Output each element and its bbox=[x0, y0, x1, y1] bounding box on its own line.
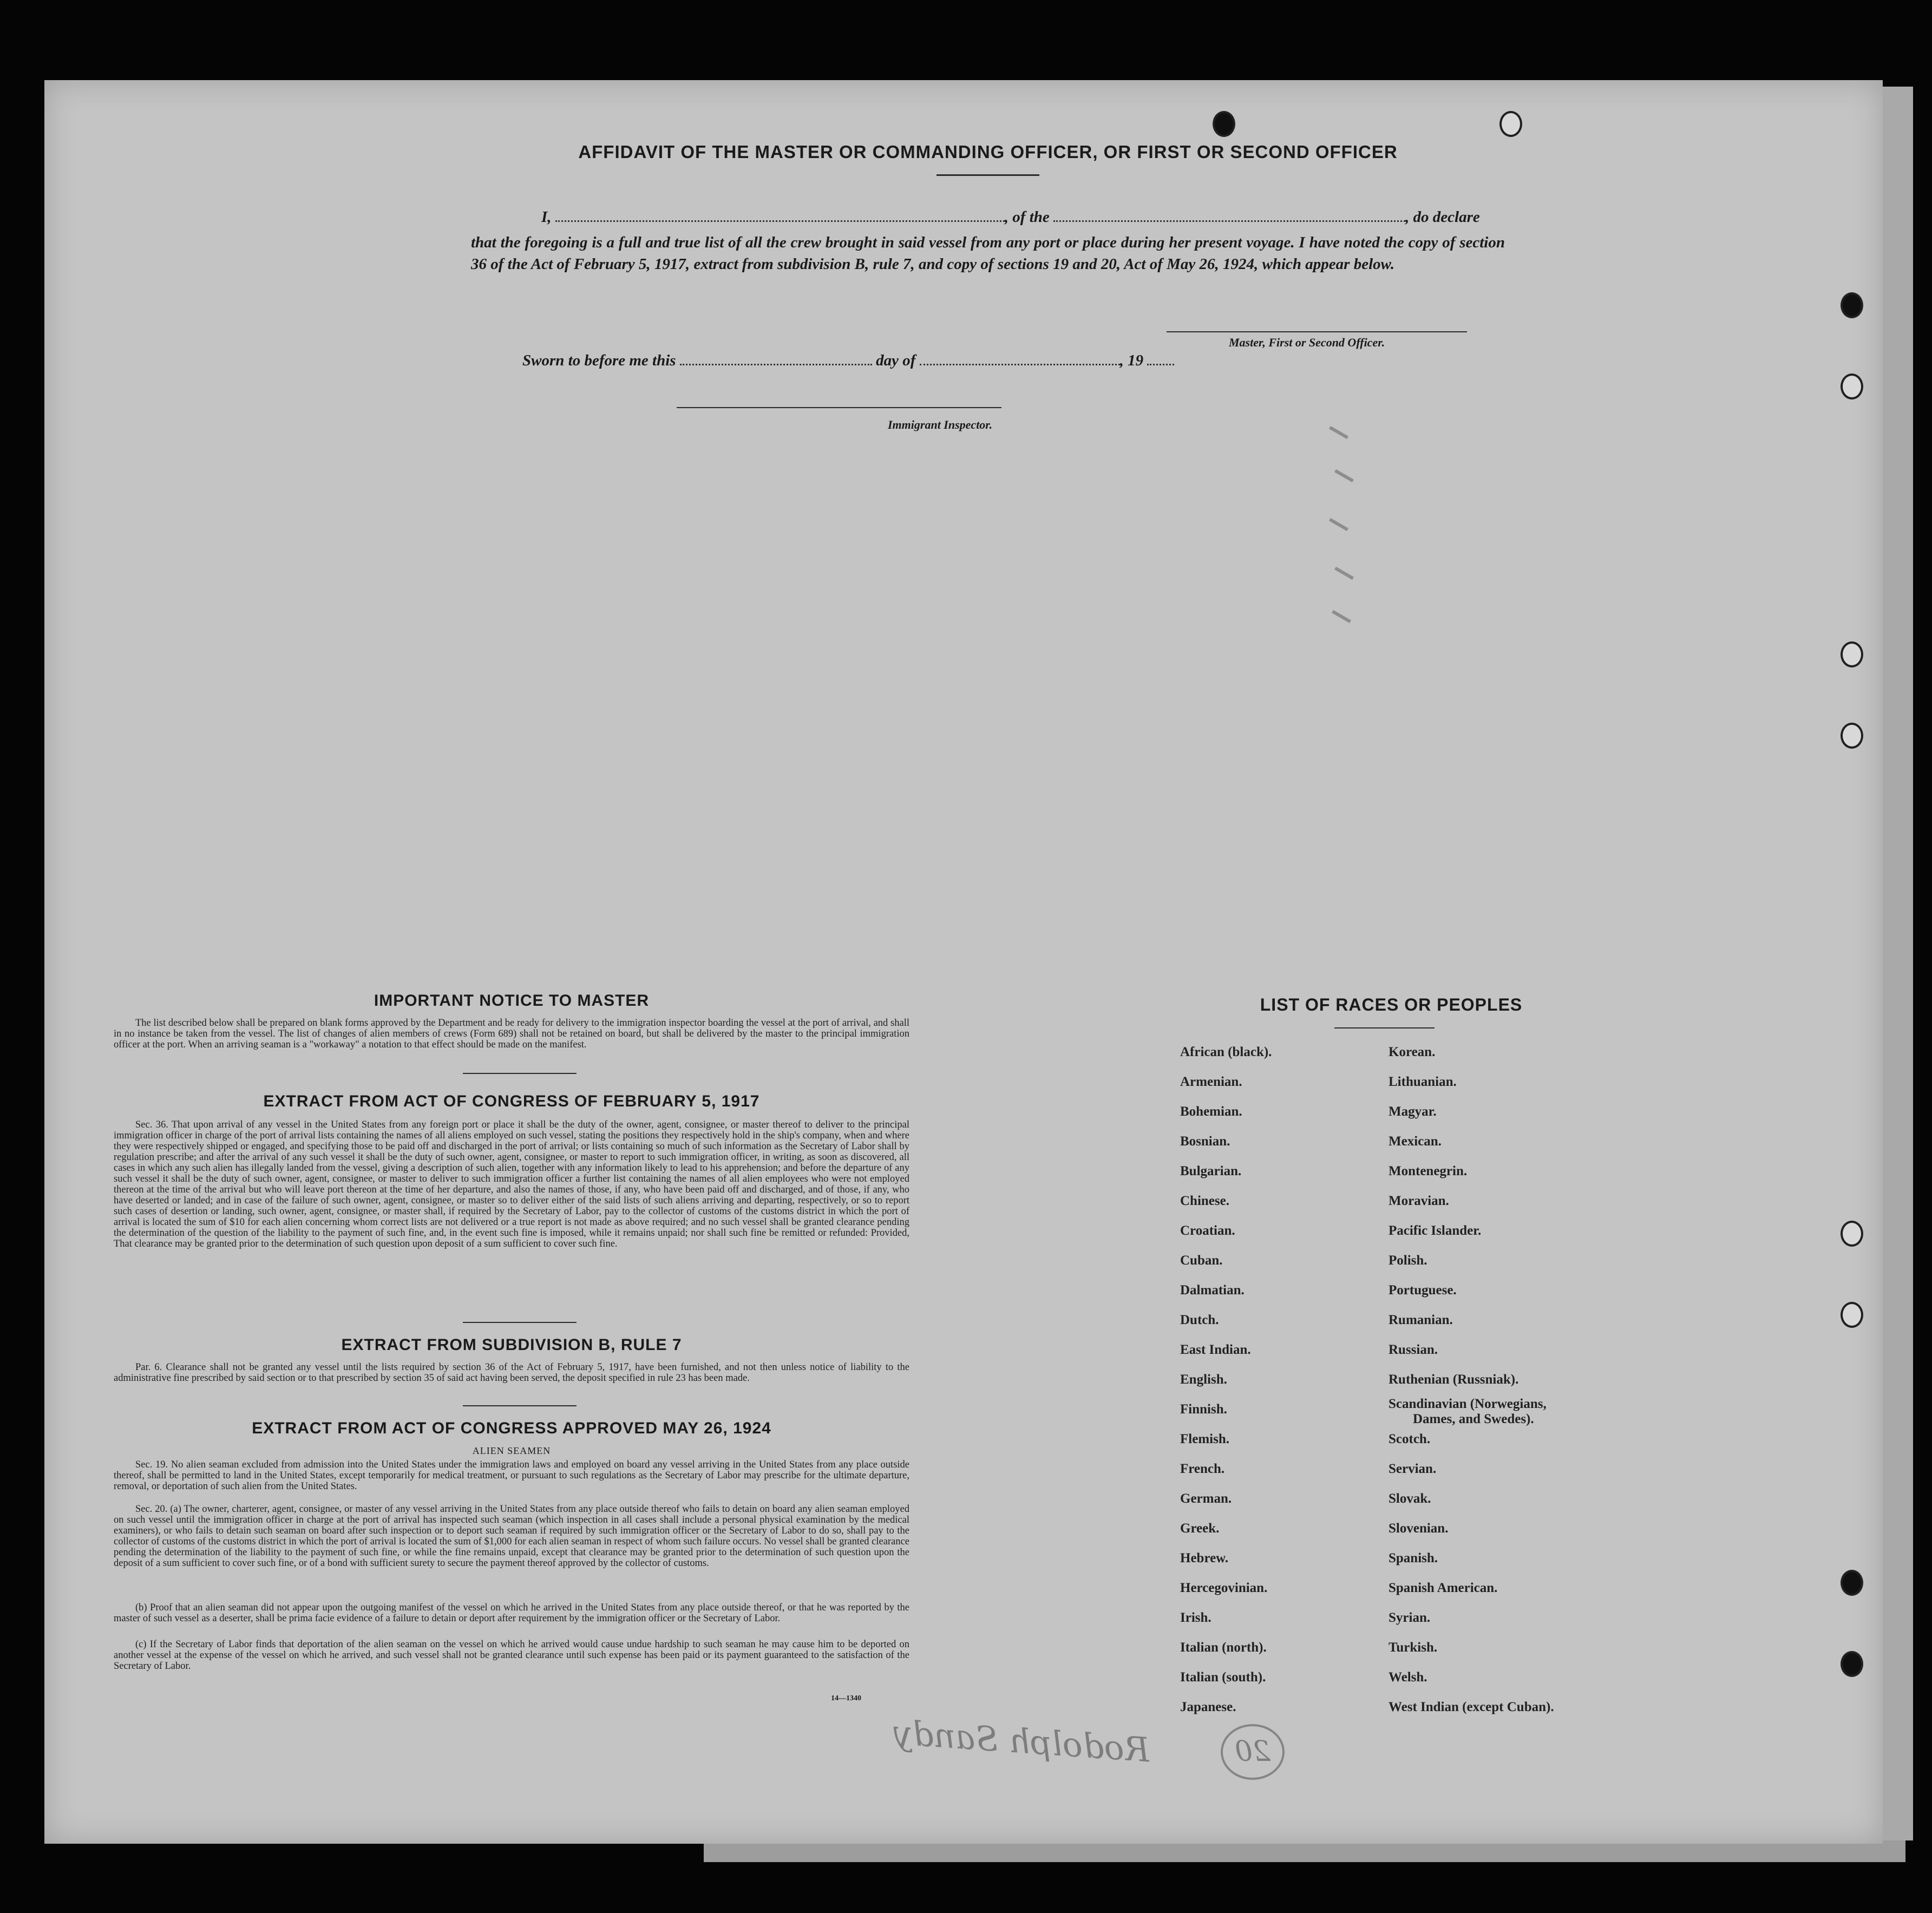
sworn-day-label: day of bbox=[876, 352, 916, 369]
races-title-divider bbox=[1334, 1027, 1435, 1028]
race-left-item: Bosnian. bbox=[1180, 1134, 1230, 1149]
declarant-name-blank[interactable] bbox=[555, 209, 1005, 222]
race-right-item: Montenegrin. bbox=[1389, 1164, 1468, 1178]
punch-hole bbox=[1841, 292, 1863, 318]
inspector-label: Immigrant Inspector. bbox=[888, 418, 993, 431]
sec20a-body: Sec. 20. (a) The owner, charterer, agent, consignee, or master of any vessel arriving in the United States from any place outside thereof who fails to detain on board any alien seaman employed on such vessel until the immigration officer in charge at the port of arrival has inspected such seaman (which inspection in all cases shall include a personal physical examination by the medical examiners), or who fails to detain such seaman on board after such inspection or to deport such seaman if required by such immigration officer or the Secretary of Labor to do so, shall pay to the collector of customs of the customs district in which the port of arrival is located the sum of $1,000 for each alien seaman in respect of whom such failure occurs. No vessel shall be granted clearance pending the determination of the liability to the payment of such fine, or while the fine remains unpaid, except that clearance may be granted prior to the determination of such question upon the deposit of a sum sufficient to cover such fine, or of a bond with sufficient surety to secure the payment thereof approved by the collector of customs. bbox=[114, 1504, 909, 1569]
race-right-item: Syrian. bbox=[1389, 1610, 1431, 1625]
punch-hole bbox=[1213, 111, 1235, 137]
race-left-item: Armenian. bbox=[1180, 1075, 1242, 1089]
vessel-name-blank[interactable] bbox=[1053, 209, 1405, 222]
next-page-edge bbox=[1883, 87, 1913, 1840]
sec20b-body: (b) Proof that an alien seaman did not appear upon the outgoing manifest of the vessel on which he arrived in the United States from any place outside thereof, or that he was reported by the master of such vessel as a deserter, shall be prima facie evidence of a failure to detain or deport after requirement by the immigration officer or the Secretary of Labor. bbox=[114, 1602, 909, 1624]
race-left-item: Finnish. bbox=[1180, 1402, 1227, 1417]
race-right-item: Scandinavian (Norwegians, bbox=[1389, 1397, 1547, 1411]
race-right-item: Servian. bbox=[1389, 1462, 1437, 1476]
race-right-item: Ruthenian (Russniak). bbox=[1389, 1372, 1519, 1387]
sworn-year-blank[interactable] bbox=[1147, 353, 1174, 365]
punch-hole bbox=[1841, 1221, 1863, 1247]
race-right-item: Russian. bbox=[1389, 1342, 1438, 1357]
alien-seamen-subtitle: ALIEN SEAMEN bbox=[472, 1445, 551, 1456]
extract-1917-title: EXTRACT FROM ACT OF CONGRESS OF FEBRUARY 5, 1917 bbox=[263, 1092, 760, 1110]
inspector-signature-line[interactable] bbox=[677, 407, 1001, 408]
extract-rule7-title: EXTRACT FROM SUBDIVISION B, RULE 7 bbox=[341, 1336, 682, 1354]
sworn-line bbox=[522, 352, 1174, 370]
notice-title: IMPORTANT NOTICE TO MASTER bbox=[374, 992, 650, 1010]
race-left-item: Croatian. bbox=[1180, 1223, 1235, 1238]
master-signature-label: Master, First or Second Officer. bbox=[1229, 336, 1385, 349]
race-left-item: Dalmatian. bbox=[1180, 1283, 1245, 1298]
circled-number bbox=[1221, 1724, 1285, 1780]
punch-hole bbox=[1841, 641, 1863, 667]
sworn-year-label: , 19 bbox=[1119, 352, 1144, 369]
race-right-item-continued: Dames, and Swedes). bbox=[1413, 1412, 1534, 1426]
affidavit-title: AFFIDAVIT OF THE MASTER OR COMMANDING OFFICER, OR FIRST OR SECOND OFFICER bbox=[578, 142, 1398, 162]
race-left-item: African (black). bbox=[1180, 1045, 1272, 1059]
punch-hole bbox=[1499, 111, 1522, 137]
race-left-item: Japanese. bbox=[1180, 1700, 1236, 1714]
race-left-item: Chinese. bbox=[1180, 1194, 1229, 1208]
race-left-item: Irish. bbox=[1180, 1610, 1211, 1625]
notice-body: The list described below shall be prepared on blank forms approved by the Department and be ready for delivery to the immigration inspector boarding the vessel at the port of arrival, and shall in no instance be taken from the vessel. The list of changes of alien members of crews (Form 689) shall not be retained on board, but shall be delivered by the master to the principal immigration officer at the port. When an arriving seaman is a "workaway" a notation to that effect should be made on the manifest. bbox=[114, 1018, 909, 1050]
race-right-item: Magyar. bbox=[1389, 1104, 1437, 1119]
races-title: LIST OF RACES OR PEOPLES bbox=[1260, 995, 1523, 1014]
sworn-day-blank[interactable] bbox=[680, 353, 872, 365]
section-divider bbox=[463, 1322, 577, 1323]
punch-hole bbox=[1841, 374, 1863, 399]
title-divider bbox=[936, 174, 1039, 176]
race-right-item: Mexican. bbox=[1389, 1134, 1442, 1149]
race-left-item: Dutch. bbox=[1180, 1313, 1219, 1327]
race-right-item: Moravian. bbox=[1389, 1194, 1449, 1208]
race-right-item: Rumanian. bbox=[1389, 1313, 1453, 1327]
race-left-item: Hebrew. bbox=[1180, 1551, 1229, 1565]
race-right-item: Slovak. bbox=[1389, 1491, 1431, 1506]
extract-1924-title: EXTRACT FROM ACT OF CONGRESS APPROVED MAY 26, 1924 bbox=[252, 1419, 771, 1437]
section-divider bbox=[463, 1405, 577, 1406]
sec20c-body: (c) If the Secretary of Labor finds that deportation of the alien seaman on the vessel on which he arrived would cause undue hardship to such seaman he may cause him to be deported on another vessel at the expense of the vessel on which he arrived, and such vessel shall not be granted clearance until such expense has been paid or its payment guaranteed to the satisfaction of the Secretary of Labor. bbox=[114, 1639, 909, 1672]
do-declare-label: , do declare bbox=[1405, 208, 1480, 226]
punch-hole bbox=[1841, 1651, 1863, 1677]
form-sheet bbox=[44, 80, 1883, 1844]
race-left-item: English. bbox=[1180, 1372, 1227, 1387]
race-left-item: German. bbox=[1180, 1491, 1232, 1506]
sworn-prefix: Sworn to before me this bbox=[522, 352, 676, 369]
race-left-item: Italian (south). bbox=[1180, 1670, 1266, 1685]
affidavit-declarant-line bbox=[541, 208, 1505, 226]
race-right-item: Korean. bbox=[1389, 1045, 1436, 1059]
sec19-body: Sec. 19. No alien seaman excluded from admission into the United States under the immigration laws and employed on board any vessel arriving in the United States from any place outside thereof, shall be permitted to land in the United States, except temporarily for medical treatment, or pursuant to such regulations as the Secretary of Labor may prescribe for the ultimate departure, removal, or deportation of such alien from the United States. bbox=[114, 1459, 909, 1492]
punch-hole bbox=[1841, 1302, 1863, 1328]
race-right-item: Spanish American. bbox=[1389, 1581, 1498, 1595]
race-right-item: Scotch. bbox=[1389, 1432, 1431, 1446]
punch-hole bbox=[1841, 1570, 1863, 1596]
section-divider bbox=[463, 1073, 577, 1074]
race-right-item: Pacific Islander. bbox=[1389, 1223, 1482, 1238]
circled-number-text: 20 bbox=[1234, 1735, 1271, 1768]
extract-1917-body: Sec. 36. That upon arrival of any vessel in the United States from any foreign port or place it shall be the duty of the owner, agent, consignee, or master thereof to deliver to the principal immigration officer in charge of the port of arrival lists containing the names of all aliens employed on such vessel, stating the positions they respectively hold in the ship's company, when and where they were respectively shipped or engaged, and specifying those to be paid off and discharged in the port of arrival; or lists containing so much of such information as the Secretary of Labor shall by regulation prescribe; and after the arrival of any such vessel it shall be the duty of such owner, agent, consignee, or master to report to such immigration officer, in writing, as soon as discovered, all cases in which any such alien has illegally landed from the vessel, giving a description of such alien, together with any information likely to lead to his apprehension; and before the departure of any such vessel it shall be the duty of such owner, agent, consignee, or master to deliver to such immigration officer a further list containing the names of all alien employees who were not employed thereon at the time of the arrival but who will leave port thereon at the time of her departure, and also the names of those, if any, who have been paid off and discharged, and of those, if any, who have deserted or landed; and in case of the failure of such owner, agent, consignee, or master so to deliver either of the said lists of such aliens arriving and departing, respectively, or so to report such cases of desertion or landing, such owner, agent, consignee, or master shall, if required by the Secretary of Labor, pay to the collector of customs of the customs district in which the port of arrival is located the sum of $10 for each alien concerning whom correct lists are not delivered or a true report is not made as above required; and no such vessel shall be granted clearance pending the determination of the question of the liability to the payment of such fine, and, in the event such fine is imposed, while it remains unpaid; nor shall such fine be remitted or refunded: Provided, That clearance may be granted prior to the determination of such question upon deposit of a sum sufficient to cover such fine. bbox=[114, 1119, 909, 1249]
race-left-item: East Indian. bbox=[1180, 1342, 1251, 1357]
form-number: 14—1340 bbox=[831, 1694, 861, 1702]
race-left-item: Italian (north). bbox=[1180, 1640, 1267, 1655]
extract-rule7-body: Par. 6. Clearance shall not be granted any vessel until the lists required by section 36 of the Act of February 5, 1917, have been furnished, and not then unless notice of liability to the administrative fine prescribed by said section or to that prescribed by section 35 of said act having been served, the deposit specified in rule 23 has been made. bbox=[114, 1362, 909, 1384]
race-right-item: Turkish. bbox=[1389, 1640, 1438, 1655]
race-right-item: Lithuanian. bbox=[1389, 1075, 1457, 1089]
punch-hole bbox=[1841, 723, 1863, 749]
of-the-label: , of the bbox=[1004, 208, 1050, 226]
sworn-month-blank[interactable] bbox=[920, 353, 1120, 365]
race-left-item: Hercegovinian. bbox=[1180, 1581, 1268, 1595]
master-signature-line[interactable] bbox=[1167, 331, 1467, 332]
race-right-item: Welsh. bbox=[1389, 1670, 1427, 1685]
race-right-item: Slovenian. bbox=[1389, 1521, 1449, 1536]
race-left-item: Bulgarian. bbox=[1180, 1164, 1242, 1178]
race-left-item: Cuban. bbox=[1180, 1253, 1223, 1268]
race-left-item: Bohemian. bbox=[1180, 1104, 1242, 1119]
declarant-prefix: I, bbox=[541, 208, 552, 226]
race-right-item: Polish. bbox=[1389, 1253, 1427, 1268]
race-left-item: French. bbox=[1180, 1462, 1225, 1476]
race-left-item: Greek. bbox=[1180, 1521, 1220, 1536]
race-left-item: Flemish. bbox=[1180, 1432, 1229, 1446]
page-bottom-edge bbox=[704, 1840, 1905, 1862]
handwritten-note-text: Rodolph Sandy bbox=[892, 1712, 1151, 1770]
race-right-item: Spanish. bbox=[1389, 1551, 1438, 1565]
race-right-item: Portuguese. bbox=[1389, 1283, 1457, 1298]
race-right-item: West Indian (except Cuban). bbox=[1389, 1700, 1554, 1714]
affidavit-statement: that the foregoing is a full and true list of all the crew brought in said vessel from any port or place during her present voyage. I have noted the copy of section 36 of the Act of February 5, 1917, extract from subdivision B, rule 7, and copy of sections 19 and 20, Act of May 26, 1924, which appear below. bbox=[471, 234, 1505, 273]
